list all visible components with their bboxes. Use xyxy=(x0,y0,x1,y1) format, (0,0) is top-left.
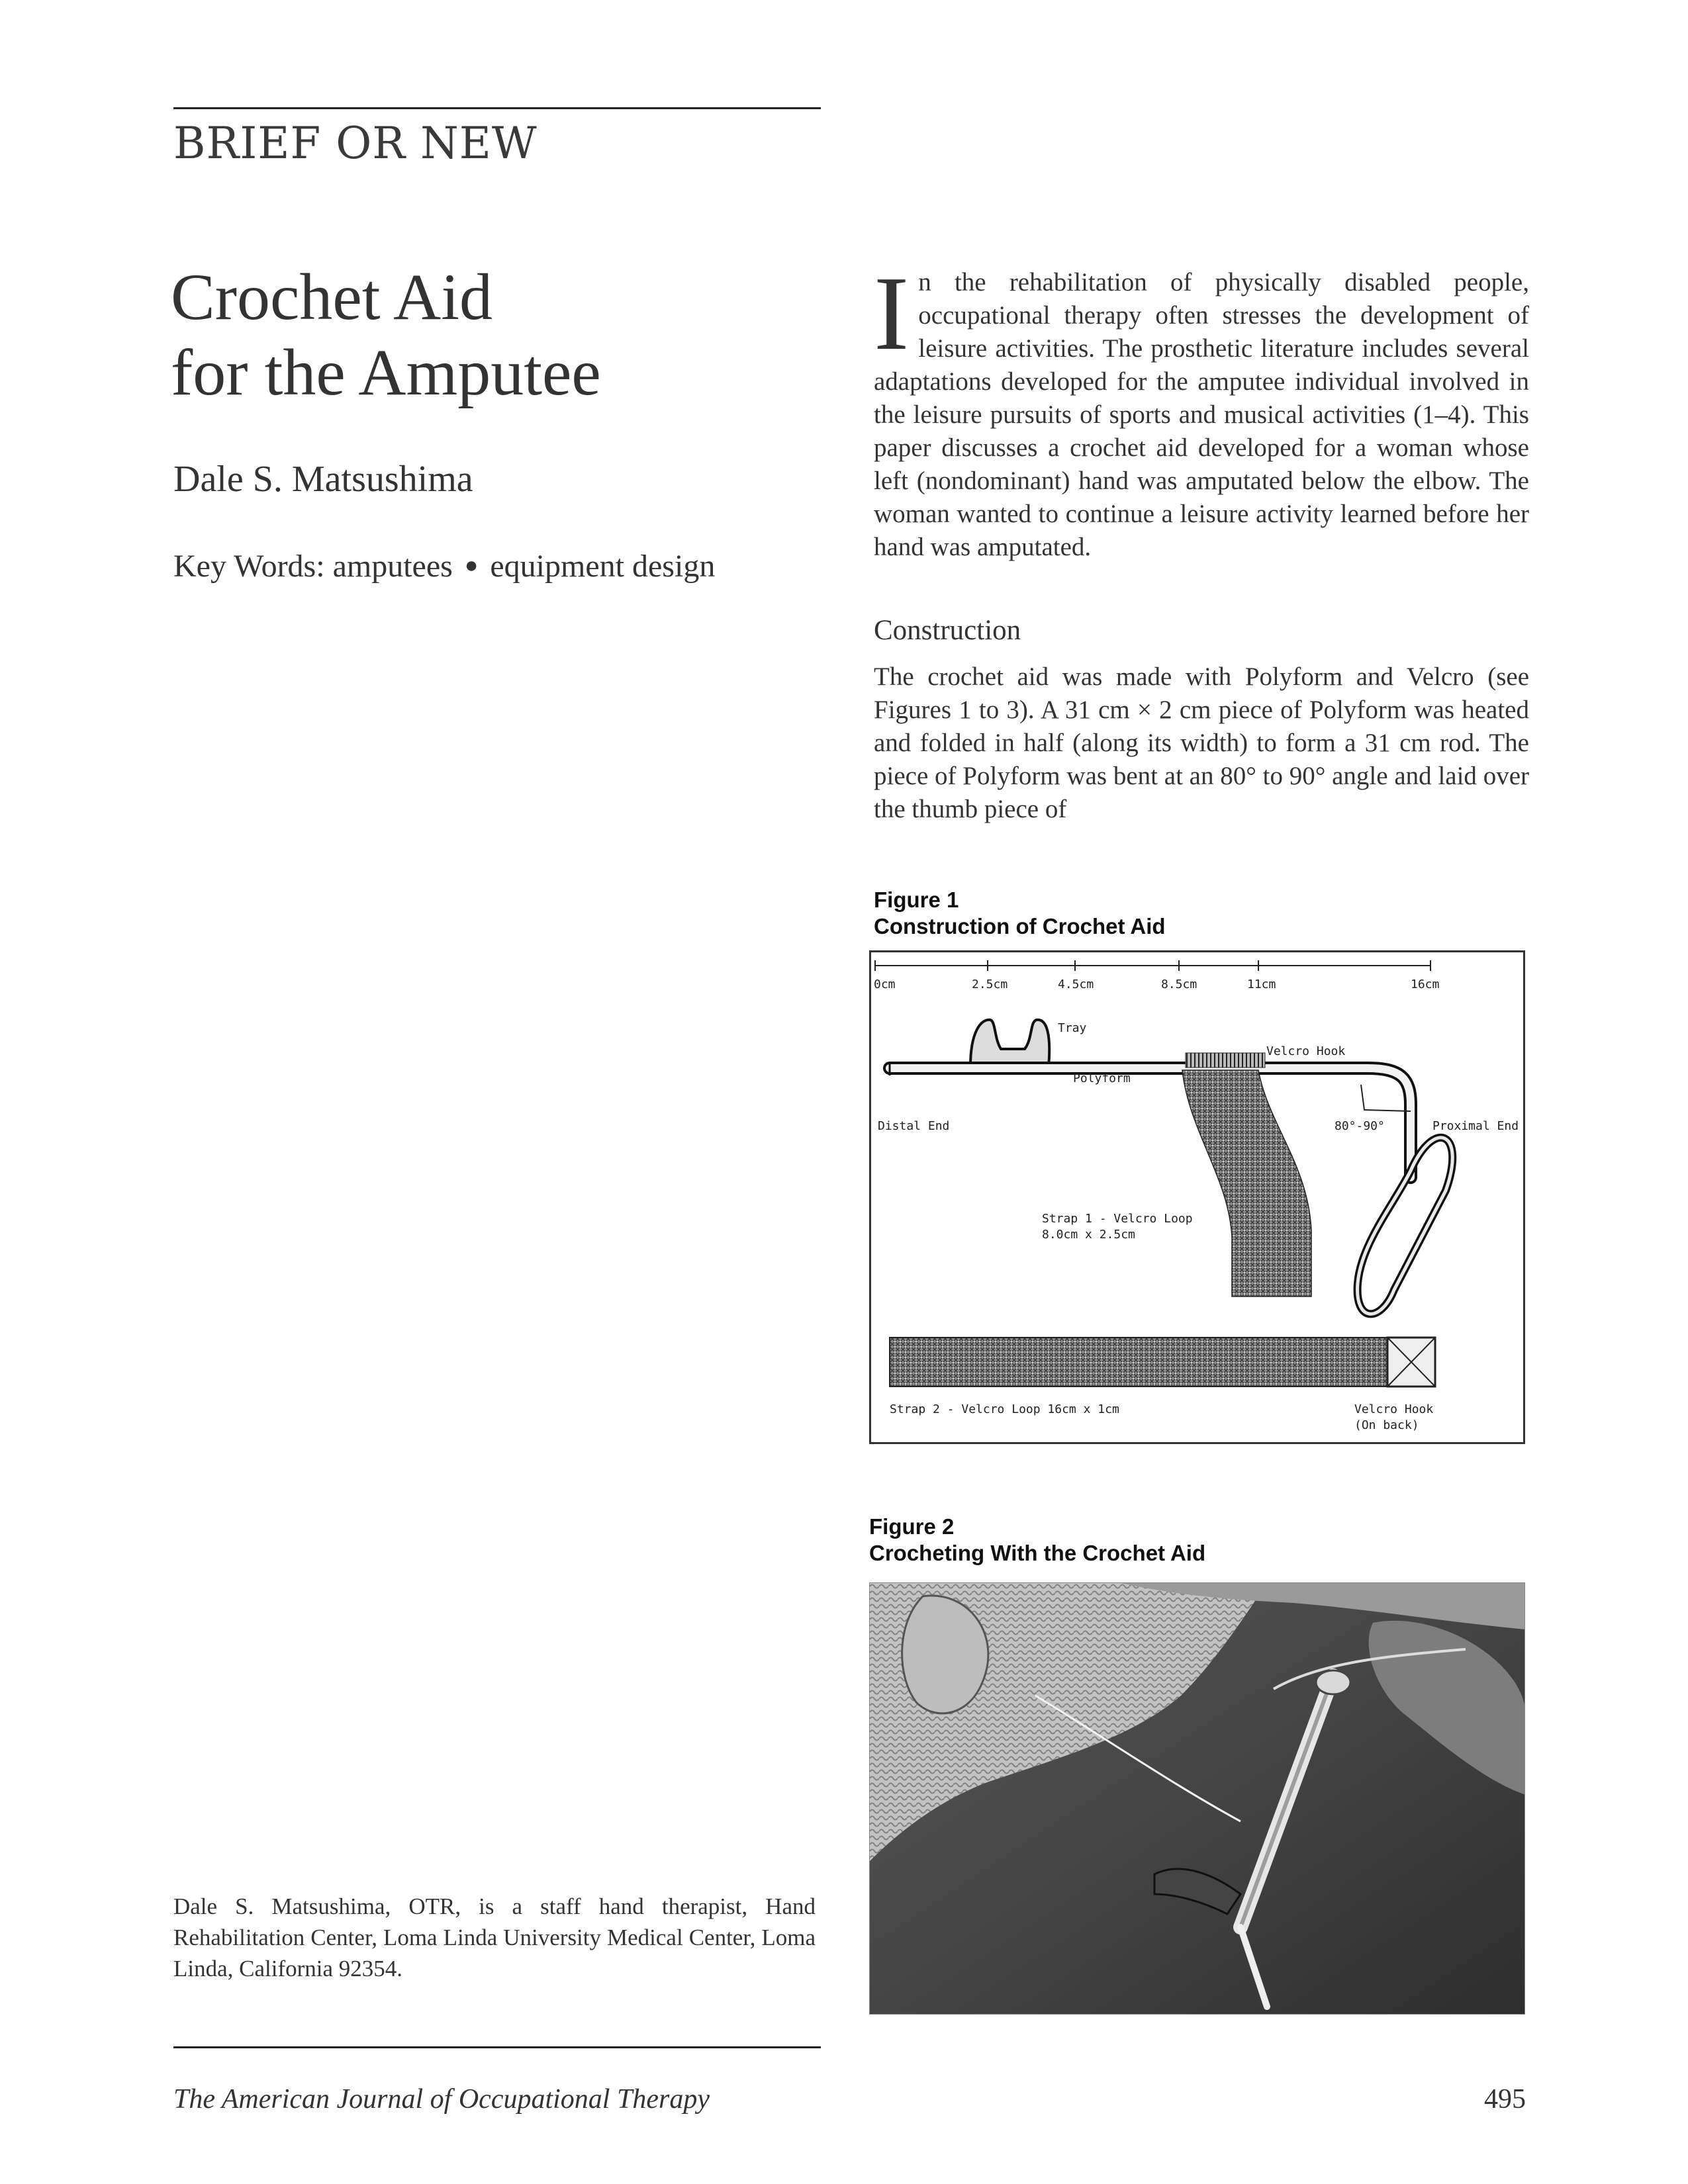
scale-label-5: 16cm xyxy=(1411,978,1440,991)
figure-2-title: Crocheting With the Crochet Aid xyxy=(869,1541,1206,1565)
intro-text: n the rehabilitation of physically disabled people, occupational therapy often stresses the development of leisure activities. The prosthetic literature includes several adaptations developed for the amputee individual involved in the leisure pursuits of sports and musical activities (1–4). This paper discusses a crochet aid developed for a woman whose left (nondominant) hand was amputated below the elbow. The woman wanted to continue a leisure activity learned before her hand was amputated. xyxy=(874,268,1529,561)
crochet-aid-diagram xyxy=(871,952,1523,1442)
scale-bar xyxy=(875,960,1430,971)
strap-1 xyxy=(1182,1070,1311,1297)
figure-1-number: Figure 1 xyxy=(874,887,959,912)
strap-1-label: Strap 1 - Velcro Loop xyxy=(1042,1212,1193,1226)
distal-end-label: Distal End xyxy=(878,1119,950,1133)
strap-2-label: Strap 2 - Velcro Loop 16cm x 1cm xyxy=(890,1402,1119,1416)
figure-2-caption xyxy=(869,1514,1205,1567)
crocheting-photo xyxy=(870,1583,1525,2015)
figure-1-title: Construction of Crochet Aid xyxy=(874,914,1166,938)
tray-label: Tray xyxy=(1058,1021,1087,1035)
hook-back-label-1: Velcro Hook xyxy=(1354,1402,1434,1416)
scale-label-1: 2.5cm xyxy=(972,978,1008,991)
author-affiliation-footnote: Dale S. Matsushima, OTR, is a staff hand therapist, Hand Rehabilitation Center, Loma Linda University Medical Center, Loma Linda, California 92354. xyxy=(173,1893,816,1981)
keywords-prefix: Key Words: xyxy=(173,549,325,584)
title-line-2: for the Amputee xyxy=(171,336,601,409)
author-name: Dale S. Matsushima xyxy=(173,459,473,500)
construction-paragraph: The crochet aid was made with Polyform and Velcro (see Figures 1 to 3). A 31 cm × 2 cm piece of Polyform was heated and folded in half (along its width) to form a 31 cm rod. The piece of Polyform was bent at an 80° to 90° angle and laid over the thumb piece of xyxy=(874,662,1529,823)
scale-label-2: 4.5cm xyxy=(1058,978,1094,991)
proximal-end-label: Proximal End xyxy=(1432,1119,1519,1133)
keyword-equipment-design: equipment design xyxy=(490,549,716,584)
keyword-amputees: amputees xyxy=(332,549,453,584)
journal-name: The American Journal of Occupational Therapy xyxy=(173,2084,710,2115)
strap-2 xyxy=(890,1338,1387,1387)
polyform-label: Polyform xyxy=(1073,1071,1131,1085)
keywords xyxy=(173,548,715,584)
scale-label-0: 0cm xyxy=(874,978,896,991)
velcro-hook-patch xyxy=(1186,1053,1265,1068)
title-line-1: Crochet Aid xyxy=(171,260,493,334)
drop-cap: I xyxy=(874,254,910,372)
strap-1-size: 8.0cm x 2.5cm xyxy=(1042,1228,1135,1242)
top-rule xyxy=(173,107,821,109)
section-label: BRIEF OR NEW xyxy=(173,118,538,169)
figure-1-caption xyxy=(874,887,1166,940)
angle-label: 80°-90° xyxy=(1335,1119,1385,1133)
velcro-hook-label: Velcro Hook xyxy=(1266,1044,1346,1058)
figure-2-photo xyxy=(869,1582,1525,2015)
bottom-rule xyxy=(173,2046,821,2048)
hook-back-label-2: (On back) xyxy=(1354,1418,1419,1432)
intro-paragraph xyxy=(874,254,1529,564)
figure-2-number: Figure 2 xyxy=(869,1514,955,1539)
bullet-icon: ● xyxy=(464,553,479,578)
figure-1-diagram xyxy=(869,950,1525,1444)
article-title xyxy=(171,259,767,410)
scale-label-4: 11cm xyxy=(1247,978,1276,991)
scale-label-3: 8.5cm xyxy=(1161,978,1197,991)
page-number: 495 xyxy=(1484,2084,1526,2115)
construction-heading: Construction xyxy=(874,615,1021,646)
polyform-rod xyxy=(890,1068,1411,1177)
